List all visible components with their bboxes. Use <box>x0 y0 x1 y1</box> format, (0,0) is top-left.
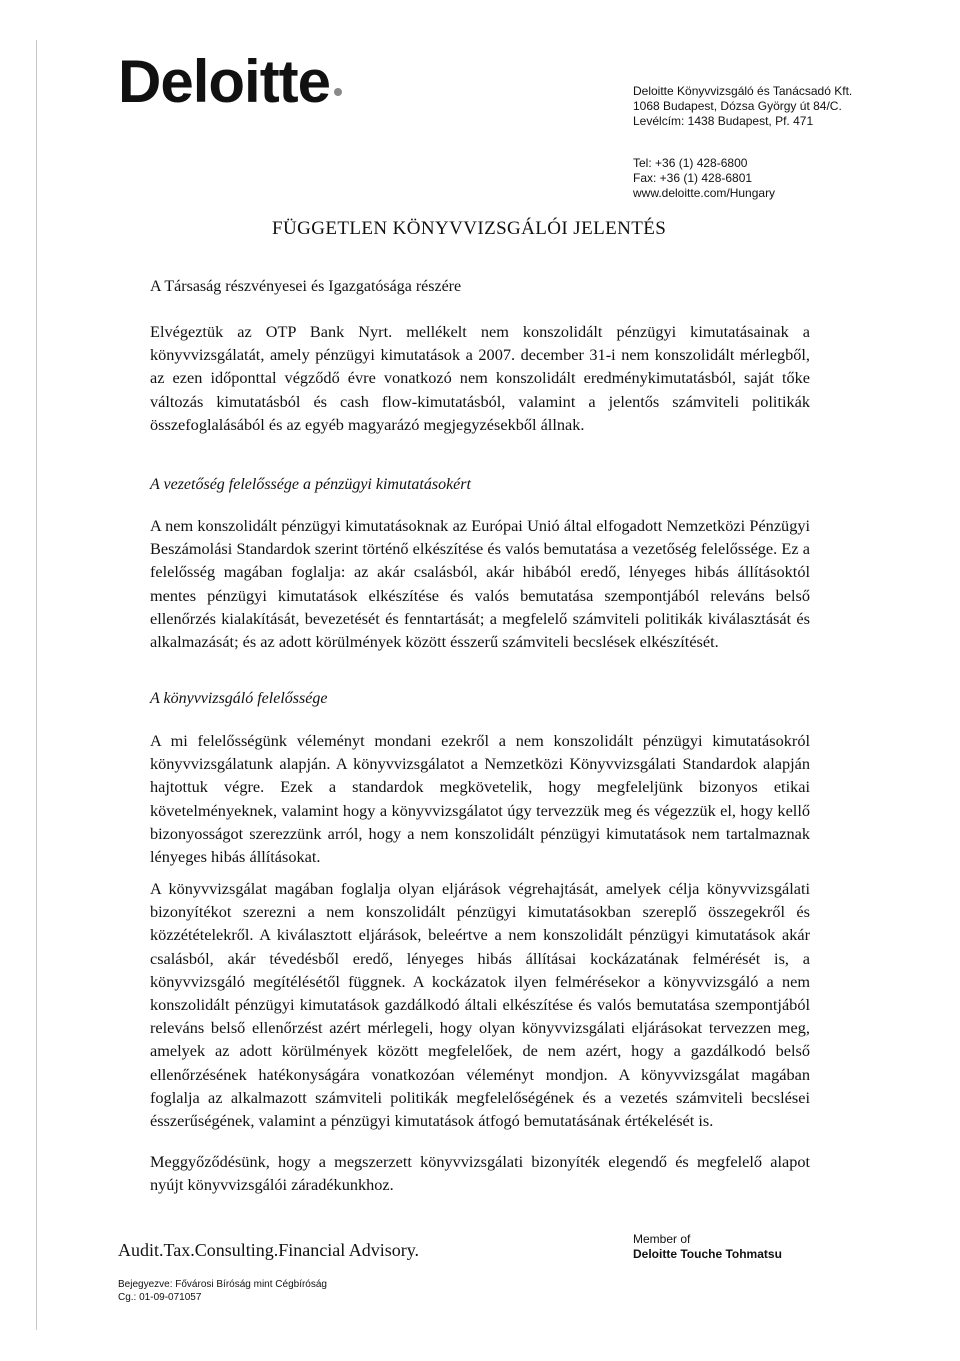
company-registry <box>118 1278 327 1304</box>
website-line: www.deloitte.com/Hungary <box>633 186 776 200</box>
company-address <box>633 84 852 129</box>
logo-dot-icon <box>334 88 342 96</box>
company-contact <box>633 156 775 201</box>
registry-line: Bejegyezve: Fővárosi Bíróság mint Cégbíróság <box>118 1279 327 1290</box>
auditor-paragraph-1: A mi felelősségünk véleményt mondani ezekről a nem konszolidált pénzügyi kimutatásokról könyvvizsgálatunk alapján. A könyvvizsgálatot a Nemzetközi Könyvvizsgálati Standardok alapján hajtottuk végre. Ezek a standardok megkövetelik, hogy megfeleljünk bizonyos etikai követelményeknek, valamint hogy a könyvvizsgálatot úgy tervezzük meg és végezzük el, hogy kellő bizonyosságot szerezzünk arról, hogy a nem konszolidált pénzügyi kimutatások nem tartalmaznak lényeges hibás állításokat. <box>150 731 810 867</box>
management-paragraph: A nem konszolidált pénzügyi kimutatásoknak az Európai Unió által elfogadott Nemzetközi Pénzügyi Beszámolási Standardok szerint történő elkészítése és valós bemutatása a vezetőség felelőssége. Ez a felelősség magában foglalja: az akár csalásból, akár hibából eredő, lényeges hibás állításoktól mentes pénzügyi kimutatások elkészítése és valós bemutatása szempontjából releváns belső ellenőrzés kialakítását, bevezetését és fenntartását; a megfelelő számviteli politikák kiválasztását és alkalmazását; és az adott körülmények között ésszerű számviteli becslések elkészítését. <box>150 516 810 652</box>
address-line: 1068 Budapest, Dózsa György út 84/C. <box>633 99 842 113</box>
fax-line: Fax: +36 (1) 428-6801 <box>633 171 753 185</box>
member-network-name: Deloitte Touche Tohmatsu <box>633 1247 782 1261</box>
address-line: Levélcím: 1438 Budapest, Pf. 471 <box>633 114 814 128</box>
section-heading-management: A vezetőség felelőssége a pénzügyi kimutatásokért <box>150 476 471 493</box>
auditor-paragraph-2: A könyvvizsgálat magában foglalja olyan eljárások végrehajtását, amelyek célja könyvvizsgálati bizonyítékot szerezni a nem konszolidált pénzügyi kimutatásokban szereplő összegekről és közzétételekről. A kiválasztott eljárások, beleértve a nem konszolidált pénzügyi kimutatások akár csalásból, akár tévedésből eredő, lényeges hibás állításai kockázatának felmérését is, a könyvvizsgáló megítélésétől függnek. A kockázatok ilyen felmérésekor a könyvvizsgáló a nem konszolidált pénzügyi kimutatások gazdálkodó általi elkészítése és valós bemutatása szempontjából releváns belső ellenőrzést azért mérlegeli, hogy olyan könyvvizsgálati eljárásokat tervezzen meg, amelyek az adott körülmények között megfelelőek, de nem azért, hogy a gazdálkodó belső ellenőrzésének hatékonyságára vonatkozóan véleményt mondjon. A könyvvizsgálat magában foglalja az alkalmazott számviteli politikák megfelelőségének és a vezetés számviteli becslései ésszerűségének, valamint a pénzügyi kimutatások átfogó bemutatásának értékelését is. <box>150 879 810 1131</box>
member-of-block <box>633 1232 782 1262</box>
deloitte-logo: Deloitte <box>118 48 331 115</box>
scan-edge-line <box>36 40 37 1330</box>
phone-line: Tel: +36 (1) 428-6800 <box>633 156 748 170</box>
service-tagline: Audit.Tax.Consulting.Financial Advisory. <box>118 1240 420 1260</box>
registry-number: Cg.: 01-09-071057 <box>118 1292 202 1303</box>
auditor-paragraph-3: Meggyőződésünk, hogy a megszerzett könyvvizsgálati bizonyíték elegendő és megfelelő alapot nyújt könyvvizsgálói záradékunkhoz. <box>150 1152 810 1195</box>
report-title: FÜGGETLEN KÖNYVVIZSGÁLÓI JELENTÉS <box>272 218 667 239</box>
section-heading-auditor: A könyvvizsgáló felelőssége <box>150 690 328 707</box>
member-of-label: Member of <box>633 1232 691 1246</box>
intro-paragraph: Elvégeztük az OTP Bank Nyrt. mellékelt nem konszolidált pénzügyi kimutatásainak a könyvvizsgálatát, amely pénzügyi kimutatások a 2007. december 31-i nem konszolidált mérlegből, az ezen időponttal végződő évre vonatkozó nem konszolidált eredménykimutatásból, saját tőke változás kimutatásból és cash flow-kimutatásból, valamint a jelentős számviteli politikák összefoglalásából és az egyéb magyarázó megjegyzésekből állnak. <box>150 322 810 434</box>
addressee: A Társaság részvényesei és Igazgatósága részére <box>150 278 462 295</box>
address-line: Deloitte Könyvvizsgáló és Tanácsadó Kft. <box>633 84 853 98</box>
